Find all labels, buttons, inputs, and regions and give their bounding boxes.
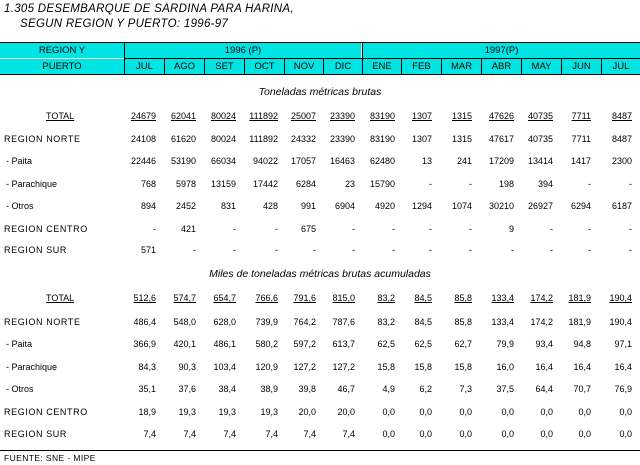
table-cell: 66034 [210,156,236,166]
header-divider [164,59,165,74]
table-cell: 394 [537,179,553,189]
table-cell: 94,8 [573,339,591,349]
table-cell: - [469,179,472,189]
table-cell: - [392,245,395,255]
header-month: JUN [562,59,601,74]
table-cell: 80024 [210,111,236,121]
row-label: - Otros [6,384,34,394]
table-cell: 548,0 [173,317,196,327]
table-cell: 571 [140,245,156,255]
table-cell: 791,6 [293,293,316,303]
table-subtitle: SEGUN REGION Y PUERTO: 1996-97 [20,18,229,30]
table-cell: 37,6 [178,384,196,394]
header-year-1997: 1997(P) [363,43,640,58]
table-cell: 0,0 [619,429,632,439]
table-cell: 23 [344,179,355,189]
table-cell: 628,0 [213,317,236,327]
table-cell: 486,1 [213,339,236,349]
table-cell: 64,4 [535,384,553,394]
header-divider [284,59,285,74]
table-row [0,339,640,353]
table-cell: 4,9 [382,384,395,394]
table-cell: 0,0 [540,429,553,439]
table-cell: 831 [220,201,236,211]
table-cell: 2300 [611,156,632,166]
table-cell: 815,0 [332,293,355,303]
table-cell: 4920 [374,201,395,211]
table-cell: 16,4 [535,362,553,372]
table-cell: 93,4 [535,339,553,349]
header-month: JUL [602,59,640,74]
table-cell: - [429,224,432,234]
table-cell: 1074 [451,201,472,211]
table-cell: 768 [140,179,156,189]
table-cell: 0,0 [540,407,553,417]
table-cell: 6904 [334,201,355,211]
header-month: SET [205,59,244,74]
table-cell: 8487 [611,111,632,121]
table-cell: 79,9 [496,339,514,349]
table-cell: 17209 [488,156,514,166]
table-cell: - [588,179,591,189]
row-label: REGION NORTE [4,134,81,144]
table-cell: 6284 [295,179,316,189]
table-cell: 47617 [488,134,514,144]
table-cell: 15,8 [454,362,472,372]
table-cell: 7711 [571,134,591,144]
table-cell: 6187 [611,201,632,211]
table-cell: 5978 [175,179,196,189]
table-cell: 26927 [527,201,553,211]
header-month: FEB [402,59,441,74]
row-label: REGION NORTE [4,317,81,327]
table-cell: 7,4 [303,429,316,439]
table-cell: 37,5 [496,384,514,394]
table-row [0,245,640,259]
row-label: REGION CENTRO [4,407,88,417]
table-cell: - [550,224,553,234]
table-cell: 428 [262,201,278,211]
row-label: REGION CENTRO [4,224,88,234]
table-cell: 174,2 [530,317,553,327]
table-cell: 24108 [130,134,156,144]
table-cell: 70,7 [573,384,591,394]
table-cell: - [588,224,591,234]
table-cell: - [469,224,472,234]
table-cell: 38,9 [260,384,278,394]
table-cell: 0,0 [382,429,395,439]
table-cell: 84,5 [414,293,432,303]
table-cell: 18,9 [138,407,156,417]
table-cell: 0,0 [419,407,432,417]
table-cell: 127,2 [332,362,355,372]
table-cell: 421 [180,224,196,234]
table-cell: 120,9 [255,362,278,372]
table-row [0,224,640,238]
table-row [0,111,640,125]
table-cell: 15790 [369,179,395,189]
header-month: MAY [522,59,561,74]
header-month: AGO [165,59,204,74]
table-cell: 1315 [451,111,472,121]
header-year-1996: 1996 (P) [125,43,361,58]
table-cell: 19,3 [260,407,278,417]
header-divider [401,59,402,74]
section-title: Toneladas métricas brutas [258,86,382,98]
table-cell: 0,0 [459,407,472,417]
table-cell: 6,2 [419,384,432,394]
table-cell: 1315 [451,134,472,144]
table-cell: 17057 [290,156,316,166]
table-cell: 111892 [249,134,278,144]
table-cell: 127,2 [293,362,316,372]
table-row [0,384,640,398]
table-cell: 17442 [252,179,278,189]
table-cell: 420,1 [173,339,196,349]
table-cell: 83,2 [377,293,395,303]
table-cell: 1307 [411,111,432,121]
table-row [0,362,640,376]
table-cell: 133,4 [491,293,514,303]
table-cell: - [352,245,355,255]
table-cell: 23390 [329,134,355,144]
table-cell: 7,3 [459,384,472,394]
table-cell: 80024 [210,134,236,144]
row-label: - Paita [6,156,33,166]
table-cell: 19,3 [218,407,236,417]
table-cell: 0,0 [382,407,395,417]
row-label: REGION SUR [4,429,68,439]
section-title: Miles de toneladas métricas brutas acumuladas [209,268,431,280]
table-cell: 181,9 [568,317,591,327]
table-cell: - [429,245,432,255]
table-cell: 9 [508,224,514,234]
table-cell: 0,0 [619,407,632,417]
table-cell: 2452 [175,201,196,211]
header-month: ABR [482,59,521,74]
header-divider [124,58,640,59]
header-stub-bottom: PUERTO [0,59,124,74]
table-cell: 38,4 [218,384,236,394]
table-cell: - [193,245,196,255]
header-divider [481,59,482,74]
table-cell: 16,4 [614,362,632,372]
table-cell: 16,4 [573,362,591,372]
table-cell: 574,7 [173,293,196,303]
table-cell: 0,0 [501,429,514,439]
header-month: ENE [363,59,401,74]
table-cell: - [511,245,514,255]
table-cell: 61620 [170,134,196,144]
table-cell: 8487 [611,134,632,144]
table-cell: 46,7 [337,384,355,394]
table-cell: - [275,245,278,255]
table-cell: 7,4 [183,429,196,439]
table-cell: 13414 [527,156,553,166]
table-cell: 7,4 [223,429,236,439]
table-cell: 97,1 [614,339,632,349]
table-cell: - [233,224,236,234]
table-cell: 25007 [290,111,316,121]
table-cell: 0,0 [578,407,591,417]
table-cell: 766,6 [255,293,278,303]
table-cell: 90,3 [178,362,196,372]
table-cell: - [313,245,316,255]
table-cell: 84,5 [414,317,432,327]
table-cell: 84,3 [138,362,156,372]
table-cell: 83,2 [377,317,395,327]
header-divider [601,59,602,74]
table-cell: 991 [300,201,316,211]
table-cell: 24332 [290,134,316,144]
footer-divider [0,450,640,451]
header-month: JUL [125,59,164,74]
table-cell: 241 [456,156,472,166]
row-label: - Parachique [6,179,58,189]
table-cell: 174,2 [530,293,553,303]
table-cell: 103,4 [213,362,236,372]
table-cell: 190,4 [609,293,632,303]
table-cell: - [275,224,278,234]
table-title: 1.305 DESEMBARQUE DE SARDINA PARA HARINA, [4,3,294,15]
table-cell: 0,0 [459,429,472,439]
header-month: OCT [245,59,284,74]
table-cell: 39,8 [298,384,316,394]
header-divider [323,59,324,74]
table-cell: 654,7 [213,293,236,303]
table-cell: 1294 [411,201,432,211]
table-cell: 486,4 [133,317,156,327]
table-cell: - [153,224,156,234]
table-cell: 62,5 [414,339,432,349]
header-divider [441,59,442,74]
row-label: TOTAL [46,293,75,303]
table-cell: 0,0 [419,429,432,439]
table-cell: 16,0 [496,362,514,372]
table-cell: 19,3 [178,407,196,417]
table-cell: - [588,245,591,255]
table-cell: 53190 [170,156,196,166]
table-cell: 30210 [488,201,514,211]
row-label: - Parachique [6,362,58,372]
table-cell: 133,4 [491,317,514,327]
table-cell: - [550,245,553,255]
table-cell: 40735 [527,134,553,144]
table-cell: 76,9 [614,384,632,394]
header-divider [561,59,562,74]
table-cell: 613,7 [332,339,355,349]
table-cell: 83190 [369,111,395,121]
table-cell: - [392,224,395,234]
table-cell: 597,2 [293,339,316,349]
table-cell: 47626 [488,111,514,121]
header-month: MAR [442,59,481,74]
table-cell: 7,4 [143,429,156,439]
table-row [0,317,640,331]
table-cell: 16463 [329,156,355,166]
table-cell: 739,9 [255,317,278,327]
row-label: - Paita [6,339,33,349]
source-note: FUENTE: SNE - MIPE [4,453,96,463]
table-cell: 22446 [130,156,156,166]
table-cell: 787,6 [332,317,355,327]
table-cell: 7711 [571,111,591,121]
table-cell: 512,6 [133,293,156,303]
table-cell: - [429,179,432,189]
table-row [0,407,640,421]
table-cell: 94022 [252,156,278,166]
table-cell: - [469,245,472,255]
table-cell: 40735 [527,111,553,121]
header-month: NOV [285,59,323,74]
table-cell: 20,0 [337,407,355,417]
table-cell: 6294 [570,201,591,211]
table-cell: - [629,245,632,255]
table-cell: 111892 [249,111,278,121]
table-cell: 190,4 [609,317,632,327]
table-cell: 181,9 [568,293,591,303]
table-cell: 24679 [130,111,156,121]
table-row [0,429,640,443]
table-cell: 580,2 [255,339,278,349]
table-cell: 894 [140,201,156,211]
table-cell: 1417 [570,156,591,166]
table-cell: 83190 [369,134,395,144]
header-divider [244,59,245,74]
table-row [0,156,640,170]
table-row [0,179,640,193]
table-cell: 85,8 [454,317,472,327]
table-cell: 62,7 [454,339,472,349]
table-cell: 15,8 [377,362,395,372]
row-label: REGION SUR [4,245,68,255]
table-cell: 7,4 [265,429,278,439]
table-cell: 198 [498,179,514,189]
table-cell: 15,8 [414,362,432,372]
table-cell: 35,1 [138,384,156,394]
table-cell: 764,2 [293,317,316,327]
table-cell: 13159 [210,179,236,189]
header-divider [521,59,522,74]
table-cell: - [352,224,355,234]
table-cell: 13 [421,156,432,166]
row-label: - Otros [6,201,34,211]
table-cell: 23390 [329,111,355,121]
table-cell: 1307 [411,134,432,144]
table-cell: 62480 [369,156,395,166]
table-cell: - [629,179,632,189]
header-month: DIC [324,59,362,74]
table-cell: - [233,245,236,255]
table-row [0,201,640,215]
header-divider [204,59,205,74]
table-row [0,293,640,307]
table-cell: 62041 [170,111,196,121]
header-stub-top: REGION Y [0,43,124,58]
table-cell: 85,8 [454,293,472,303]
table-cell: 0,0 [501,407,514,417]
table-cell: 20,0 [298,407,316,417]
table-cell: 366,9 [133,339,156,349]
table-cell: 0,0 [578,429,591,439]
table-cell: - [629,224,632,234]
table-header [0,42,640,75]
table-cell: 7,4 [342,429,355,439]
table-cell: 62,5 [377,339,395,349]
row-label: TOTAL [46,111,75,121]
table-row [0,134,640,148]
table-cell: 675 [300,224,316,234]
